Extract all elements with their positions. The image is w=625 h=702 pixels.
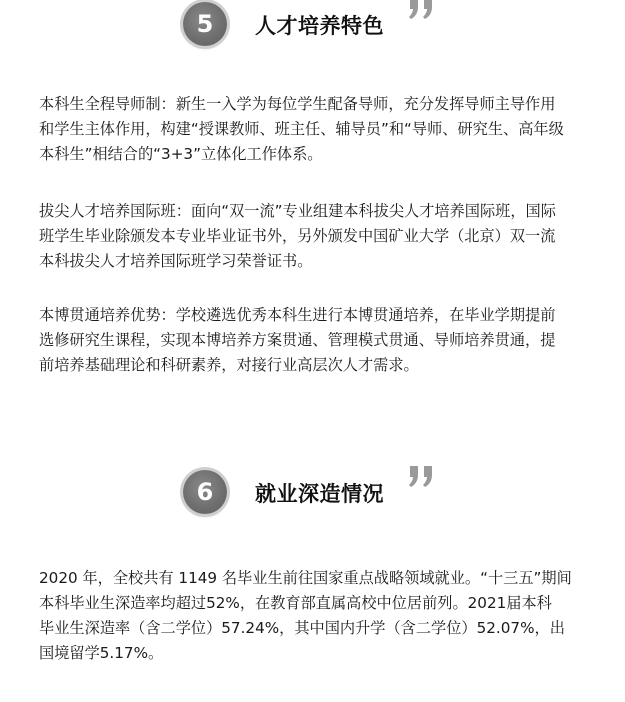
section-title: 人才培养特色	[255, 14, 384, 38]
closing-quote-icon	[407, 462, 437, 496]
paragraph-bachelor-doctor-program: 本博贯通培养优势：学校遴选优秀本科生进行本博贯通培养，在毕业学期提前 选修研究生课程，实现本博培养方案贯通、管理模式贯通、导师培养贯通，提 前培养基础理论和科研素养，对接行业高层次人才需求。	[39, 306, 556, 374]
closing-quote-icon	[407, 0, 437, 28]
section-6-header	[0, 468, 625, 518]
section-number-badge: 6	[183, 470, 227, 514]
paragraph-employment-stats: 2020 年，全校共有 1149 名毕业生前往国家重点战略领域就业。“十三五”期间 本科毕业生深造率均超过52%，在教育部直属高校中位居前列。2021届本科 毕业生深造率（含二学位）57.24%，其中国内升学（含二学位）52.07%，出 国境留学5.17%。	[39, 569, 572, 662]
paragraph-mentor-system: 本科生全程导师制：新生一入学为每位学生配备导师，充分发挥导师主导作用 和学生主体作用，构建“授课教师、班主任、辅导员”和“导师、研究生、高年级 本科生”相结合的“3+3”立体化工作体系。	[39, 95, 564, 163]
section-5-header	[0, 0, 625, 50]
section-number-badge: 5	[183, 2, 227, 46]
paragraph-international-class: 拔尖人才培养国际班：面向“双一流”专业组建本科拔尖人才培养国际班，国际 班学生毕业除颁发本专业毕业证书外，另外颁发中国矿业大学（北京）双一流 本科拔尖人才培养国际班学习荣誉证书。	[39, 202, 556, 270]
section-title: 就业深造情况	[255, 482, 384, 506]
